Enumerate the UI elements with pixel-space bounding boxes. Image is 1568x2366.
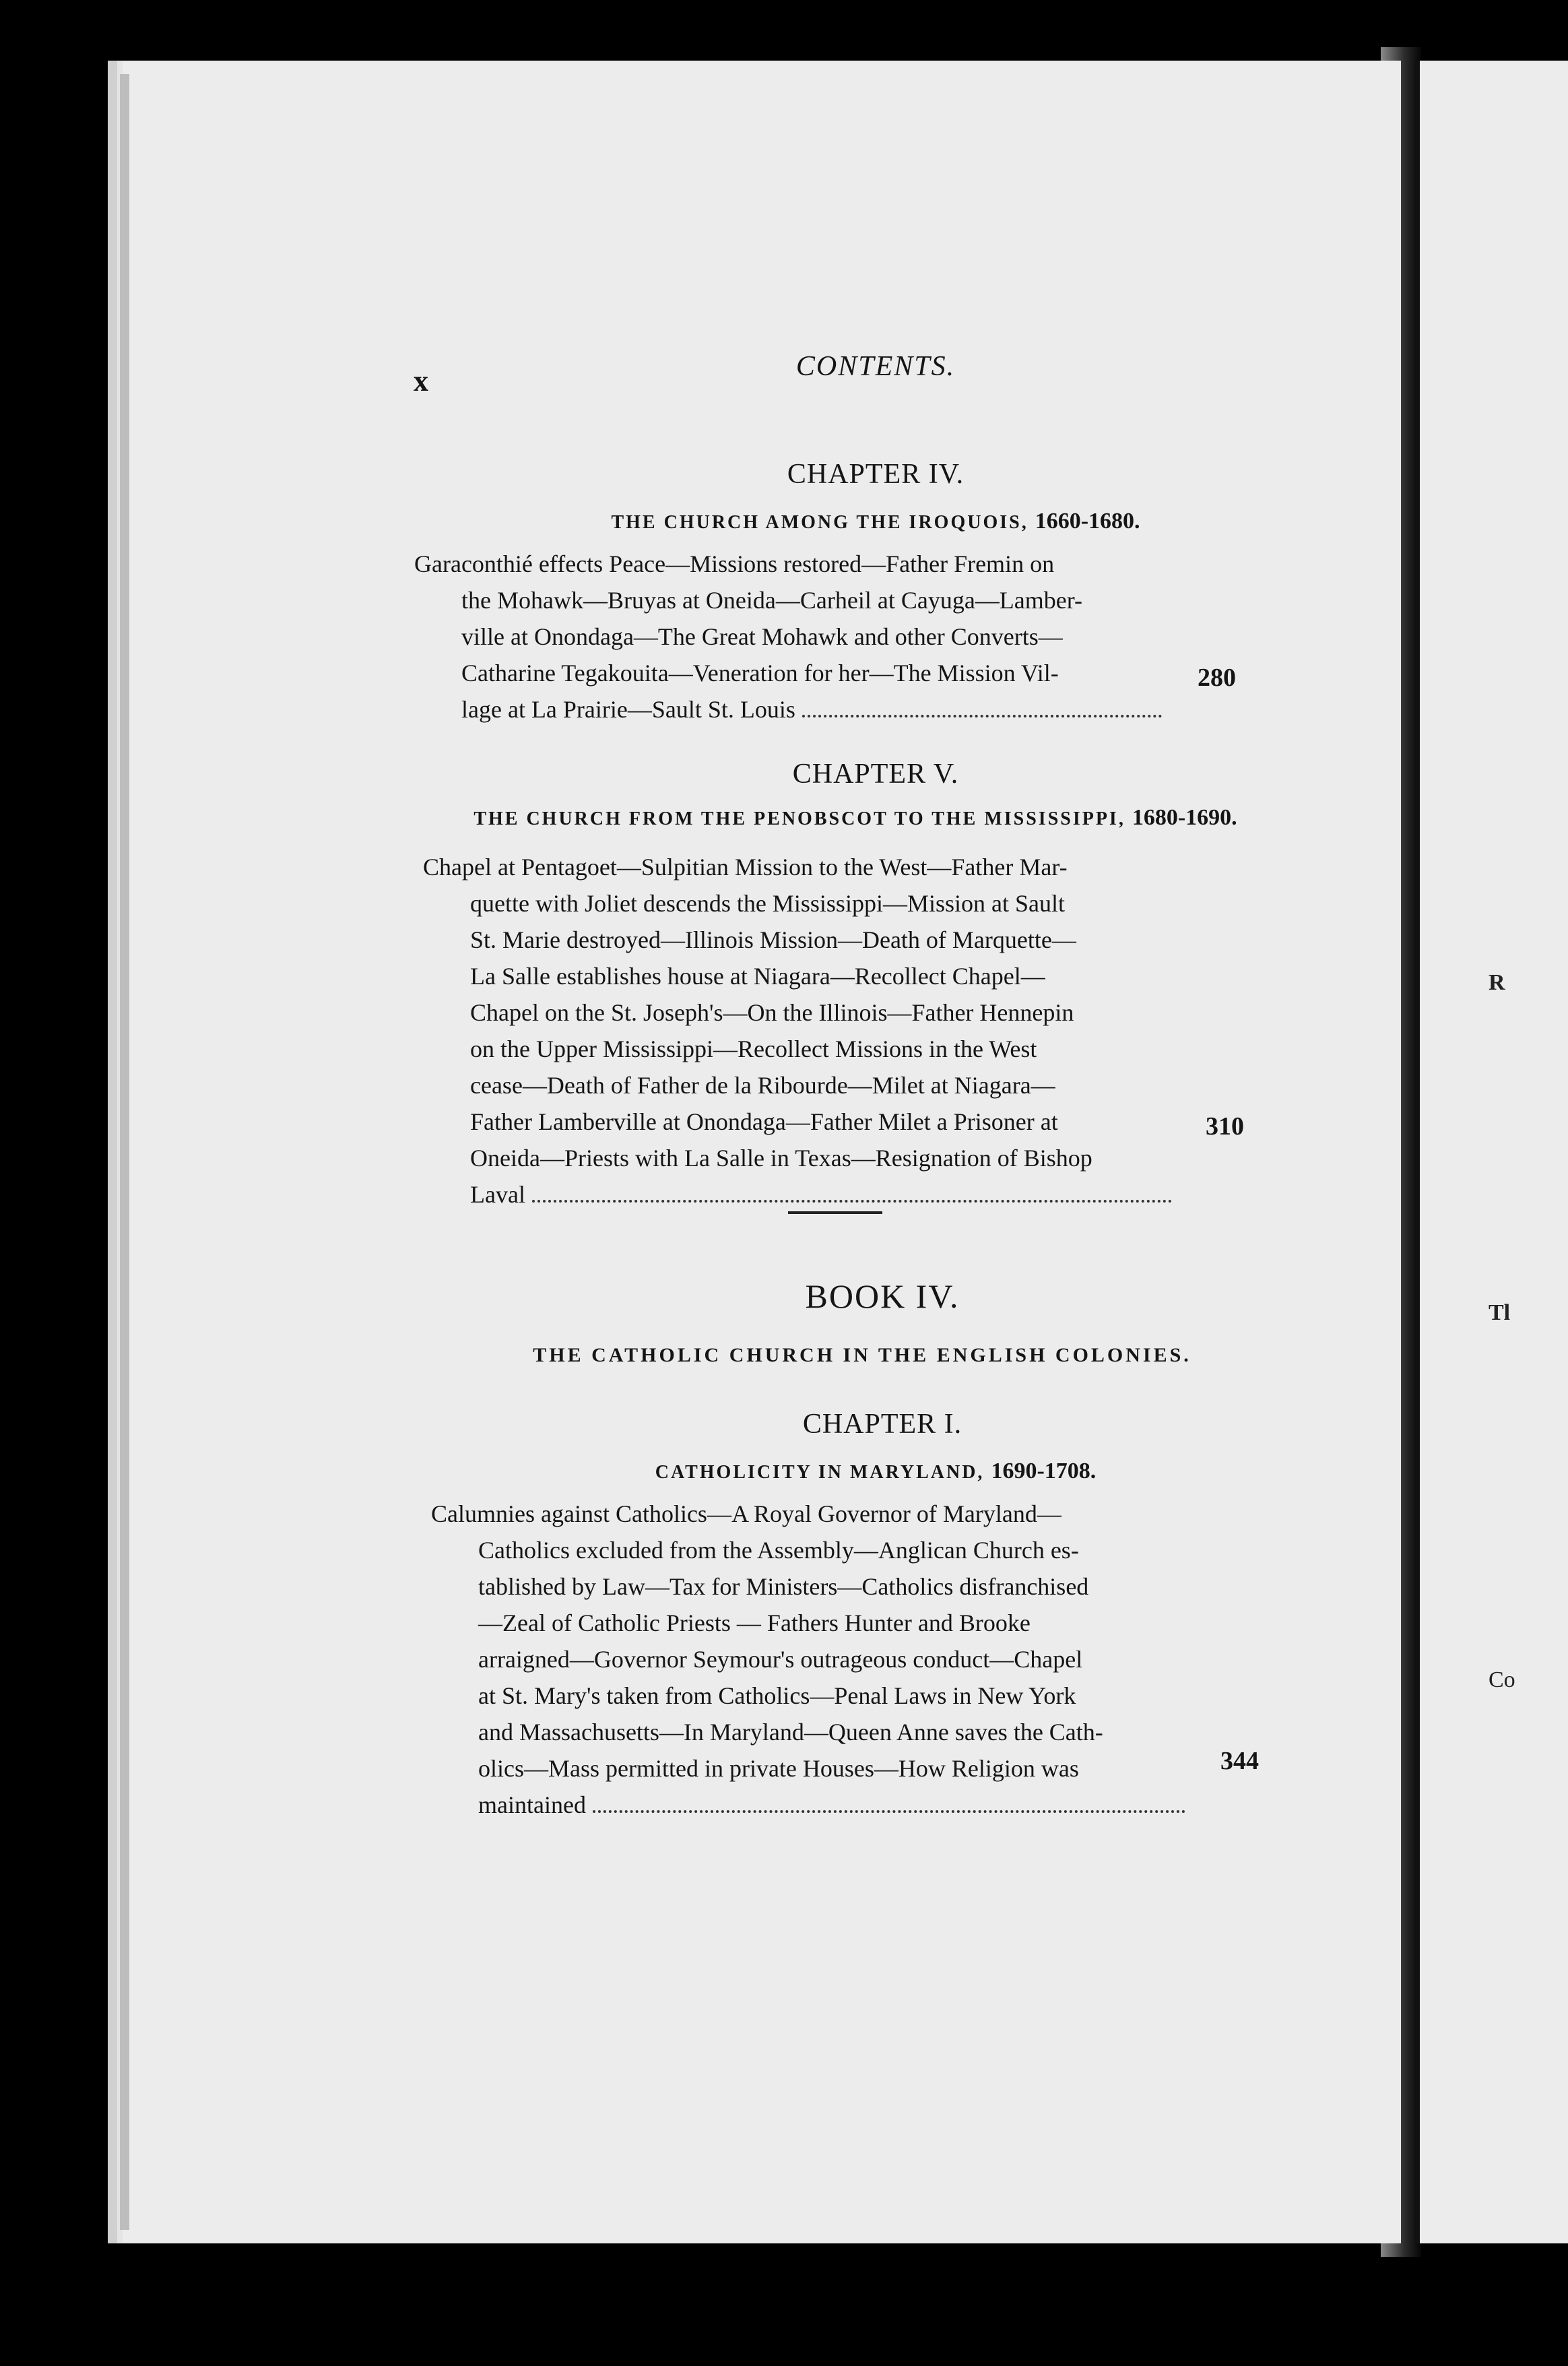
facing-page-fragment: Tl xyxy=(1489,1300,1511,1325)
chapter-subtitle-text: CATHOLICITY IN MARYLAND, xyxy=(655,1462,985,1483)
chapter-heading: CHAPTER IV. xyxy=(787,459,965,490)
summary-line: maintained xyxy=(478,1791,586,1818)
book-heading: BOOK IV. xyxy=(805,1277,960,1315)
summary-line: arraigned—Governor Seymour's outrageous conduct—Chapel xyxy=(478,1646,1083,1673)
facing-page xyxy=(1414,61,1568,2243)
page-reference: 310 xyxy=(1206,1112,1244,1141)
summary-line: quette with Joliet descends the Mississippi—Mission at Sault xyxy=(470,890,1065,917)
page-number: x xyxy=(414,364,428,397)
summary-line: Laval xyxy=(470,1181,525,1208)
summary-leader-line xyxy=(431,1787,1192,1823)
chapter-subtitle xyxy=(539,1459,1212,1484)
summary-line: Catholics excluded from the Assembly—Anglican Church es- xyxy=(478,1537,1079,1564)
section-divider xyxy=(788,1211,882,1214)
facing-page-fragment: Co xyxy=(1489,1667,1515,1692)
chapter-subtitle-text: THE CHURCH FROM THE PENOBSCOT TO THE MISSISSIPPI, xyxy=(473,808,1125,829)
summary-line: at St. Mary's taken from Catholics—Penal Laws in New York xyxy=(478,1682,1076,1709)
summary-line: Calumnies against Catholics—A Royal Governor of Maryland— xyxy=(431,1500,1061,1527)
summary-line: Garaconthié effects Peace—Missions restored—Father Fremin on xyxy=(414,550,1055,577)
page-reference: 344 xyxy=(1220,1747,1259,1775)
chapter-summary xyxy=(423,849,1179,1213)
page-edge xyxy=(120,74,129,2230)
dot-leader xyxy=(532,1200,1172,1203)
chapter-summary xyxy=(431,1496,1192,1823)
chapter-years: 1660-1680. xyxy=(1035,509,1140,534)
summary-line: Oneida—Priests with La Salle in Texas—Resignation of Bishop xyxy=(470,1145,1092,1172)
summary-line: the Mohawk—Bruyas at Oneida—Carheil at Cayuga—Lamber- xyxy=(461,587,1083,614)
chapter-years: 1680-1690. xyxy=(1132,805,1237,830)
summary-line: St. Marie destroyed—Illinois Mission—Death of Marquette— xyxy=(470,926,1076,953)
summary-line: olics—Mass permitted in private Houses—How Religion was xyxy=(478,1755,1079,1782)
chapter-years: 1690-1708. xyxy=(991,1459,1097,1483)
summary-line: and Massachusetts—In Maryland—Queen Anne saves the Cath- xyxy=(478,1719,1103,1746)
chapter-subtitle xyxy=(418,805,1293,831)
summary-line: ville at Onondaga—The Great Mohawk and other Converts— xyxy=(461,623,1063,650)
summary-line: lage at La Prairie—Sault St. Louis xyxy=(461,696,795,723)
chapter-heading: CHAPTER V. xyxy=(792,759,959,790)
summary-line: tablished by Law—Tax for Ministers—Catholics disfranchised xyxy=(478,1573,1089,1600)
chapter-subtitle-text: THE CHURCH AMONG THE IROQUOIS, xyxy=(611,512,1028,533)
summary-leader-line xyxy=(414,691,1169,728)
summary-line: on the Upper Mississippi—Recollect Missions in the West xyxy=(470,1035,1037,1062)
summary-leader-line xyxy=(423,1176,1179,1213)
summary-line: Chapel at Pentagoet—Sulpitian Mission to the West—Father Mar- xyxy=(423,854,1068,881)
dot-leader xyxy=(593,1810,1185,1813)
dot-leader xyxy=(802,715,1162,717)
chapter-subtitle xyxy=(471,509,1280,534)
chapter-heading: CHAPTER I. xyxy=(802,1409,962,1440)
summary-line: —Zeal of Catholic Priests — Fathers Hunter and Brooke xyxy=(478,1609,1031,1636)
summary-line: Father Lamberville at Onondaga—Father Milet a Prisoner at xyxy=(470,1108,1058,1135)
summary-line: cease—Death of Father de la Ribourde—Milet at Niagara— xyxy=(470,1072,1055,1099)
facing-page-fragment: R xyxy=(1489,970,1505,995)
summary-line: Chapel on the St. Joseph's—On the Illinois—Father Hennepin xyxy=(470,999,1074,1026)
summary-line: La Salle establishes house at Niagara—Recollect Chapel— xyxy=(470,963,1045,990)
book-subtitle: THE CATHOLIC CHURCH IN THE ENGLISH COLONIES. xyxy=(533,1344,1191,1366)
running-head: CONTENTS. xyxy=(795,351,956,382)
summary-line: Catharine Tegakouita—Veneration for her—The Mission Vil- xyxy=(461,660,1059,686)
page-reference: 280 xyxy=(1198,664,1236,692)
chapter-summary xyxy=(414,546,1169,728)
